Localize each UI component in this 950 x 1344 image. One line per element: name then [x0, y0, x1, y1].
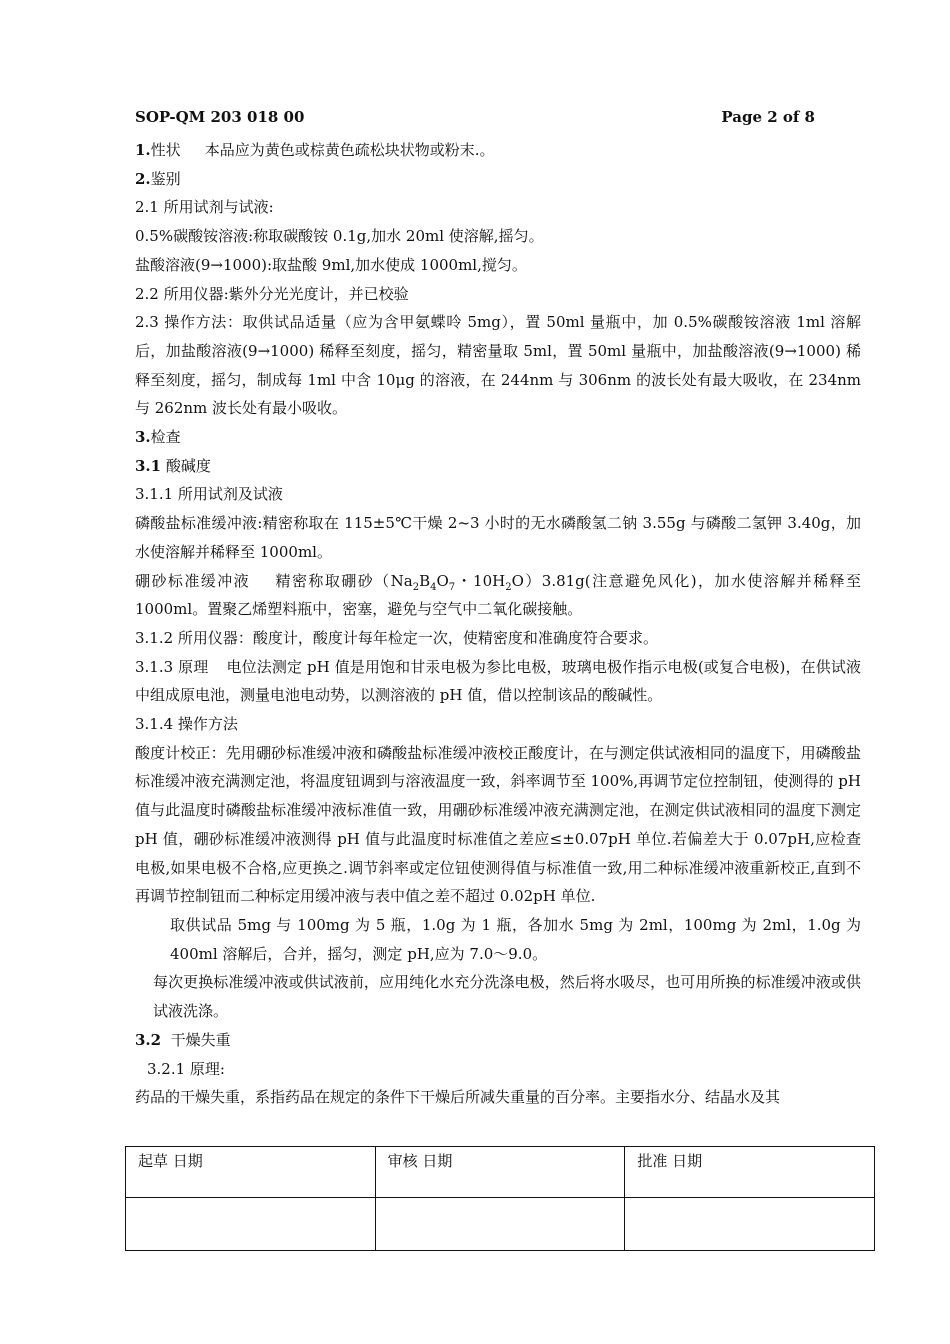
item-text: 电位法测定 pH 值是用饱和甘汞电极为参比电极，玻璃电极作指示电极(或复合电极)，在供试液中组成原电池，测量电池电动势，以测溶液的 pH 值，借以控制该品的酸碱性。 [135, 657, 861, 705]
paragraph: 2.1 所用试剂与试液: [135, 198, 274, 217]
draft-signature-cell [126, 1198, 376, 1251]
section-number: 1. [135, 141, 151, 159]
subscript: 7 [448, 581, 456, 593]
paragraph: 2.3 操作方法：取供试品适量（应为含甲氨蝶呤 5mg），置 50ml 量瓶中，加 0.5%碳酸铵溶液 1ml 溶解后，加盐酸溶液(9→1000) 稀释至刻度，摇匀，精密量取 5ml，置 50ml 量瓶中，加盐酸溶液(9→1000) 稀释至刻度，摇匀，制成每 1ml 中含 10μg 的溶液，在 244nm 与 306nm 的波长处有最大吸收，在 234nm 与 262nm 波长处有最小吸收。 [135, 313, 861, 418]
paragraph: 盐酸溶液(9→1000):取盐酸 9ml,加水使成 1000ml,搅匀。 [135, 255, 527, 274]
paragraph: 药品的干燥失重，系指药品在规定的条件下干燥后所减失重量的百分率。主要指水分、结晶水及其 [135, 1088, 781, 1107]
section-title: 干燥失重 [170, 1030, 231, 1049]
page-header [135, 108, 815, 130]
approve-date-cell: 批准 日期 [625, 1147, 875, 1198]
paragraph: 3.2.1 原理: [147, 1059, 225, 1078]
paragraph: 3.1.2 所用仪器：酸度计，酸度计每年检定一次，使精密度和准确度符合要求。 [135, 628, 658, 647]
approve-signature-cell [625, 1198, 875, 1251]
paragraph [135, 567, 861, 624]
section-3-heading [135, 423, 861, 452]
reagent-name: 硼砂标准缓冲液 [135, 571, 251, 590]
section-number: 3.2 [135, 1030, 162, 1049]
paragraph [135, 653, 861, 710]
formula-text: B [419, 571, 431, 590]
formula-text: 精密称取硼砂（Na [274, 571, 413, 590]
subsection-3-2-heading [135, 1026, 861, 1055]
paragraph: 取供试品 5mg 与 100mg 为 5 瓶，1.0g 为 1 瓶，各加水 5mg 为 2ml，100mg 为 2ml，1.0g 为 400ml 溶解后，合并，摇匀，测定 pH,应为 7.0～9.0。 [170, 915, 861, 963]
section-title: 性状 [150, 141, 181, 159]
table-row [126, 1198, 875, 1251]
section-text: 本品应为黄色或棕黄色疏松块状物或粉末.。 [204, 141, 495, 159]
paragraph: 酸度计校正：先用硼砂标准缓冲液和磷酸盐标准缓冲液校正酸度计，在与测定供试液相同的温度下，用磷酸盐标准缓冲液充满测定池，将温度钮调到与溶液温度一致，斜率调节至 100%,再调节定位控制钮，使测得的 pH 值与此温度时磷酸盐标准缓冲液标准值一致，用硼砂标准缓冲液充满测定池，在测定供试液相同的温度下测定 pH 值，硼砂标准缓冲液测得 pH 值与此温度时标准值之差应≤±0.07pH 单位.若偏差大于 0.07pH,应检查电极,如果电极不合格,应更换之.调节斜率或定位钮使测得值与标准值一致,用二种标准缓冲液重新校正,直到不再调节控制钮而二种标定用缓冲液与表中值之差不超过 0.02pH 单位. [135, 743, 861, 906]
section-title: 检查 [150, 428, 181, 447]
review-signature-cell [375, 1198, 625, 1251]
draft-date-cell: 起草 日期 [126, 1147, 376, 1198]
formula-text: O）3.81g(注意避免风化)，加水使溶解并稀释至 1000ml。置聚乙烯塑料瓶中，密塞，避免与空气中二氧化碳接触。 [135, 571, 861, 619]
paragraph: 3.1.1 所用试剂及试液 [135, 485, 283, 504]
doc-code: SOP-QM 203 018 00 [135, 108, 305, 126]
paragraph: 2.2 所用仪器:紫外分光光度计，并已校验 [135, 284, 409, 303]
page-number: Page 2 of 8 [721, 108, 815, 126]
table-row [126, 1147, 875, 1198]
paragraph: 磷酸盐标准缓冲液:精密称取在 115±5℃干燥 2~3 小时的无水磷酸氢二钠 3.55g 与磷酸二氢钾 3.40g，加水使溶解并稀释至 1000ml。 [135, 514, 861, 561]
review-date-cell: 审核 日期 [375, 1147, 625, 1198]
section-number: 3. [135, 428, 151, 447]
paragraph: 每次更换标准缓冲液或供试液前，应用纯化水充分洗涤电极，然后将水吸尽，也可用所换的标准缓冲液或供试液洗涤。 [153, 973, 861, 1021]
subscript: 2 [412, 581, 420, 593]
formula-text: O [436, 571, 449, 590]
subscript: 4 [430, 581, 437, 593]
document-body [135, 136, 861, 1112]
section-2-heading [135, 165, 861, 194]
item-label: 3.1.3 原理 [135, 657, 209, 676]
subsection-3-1-heading [135, 452, 861, 481]
section-number: 2. [135, 169, 151, 188]
subscript: 2 [505, 581, 512, 593]
paragraph: 0.5%碳酸铵溶液:称取碳酸铵 0.1g,加水 20ml 使溶解,摇匀。 [135, 227, 544, 246]
formula-text: ・10H [455, 571, 506, 590]
section-1 [135, 136, 861, 165]
paragraph: 3.1.4 操作方法 [135, 715, 238, 734]
section-number: 3.1 [135, 456, 162, 475]
section-title: 酸碱度 [165, 456, 211, 475]
section-title: 鉴别 [150, 169, 181, 188]
signoff-table [125, 1146, 875, 1251]
